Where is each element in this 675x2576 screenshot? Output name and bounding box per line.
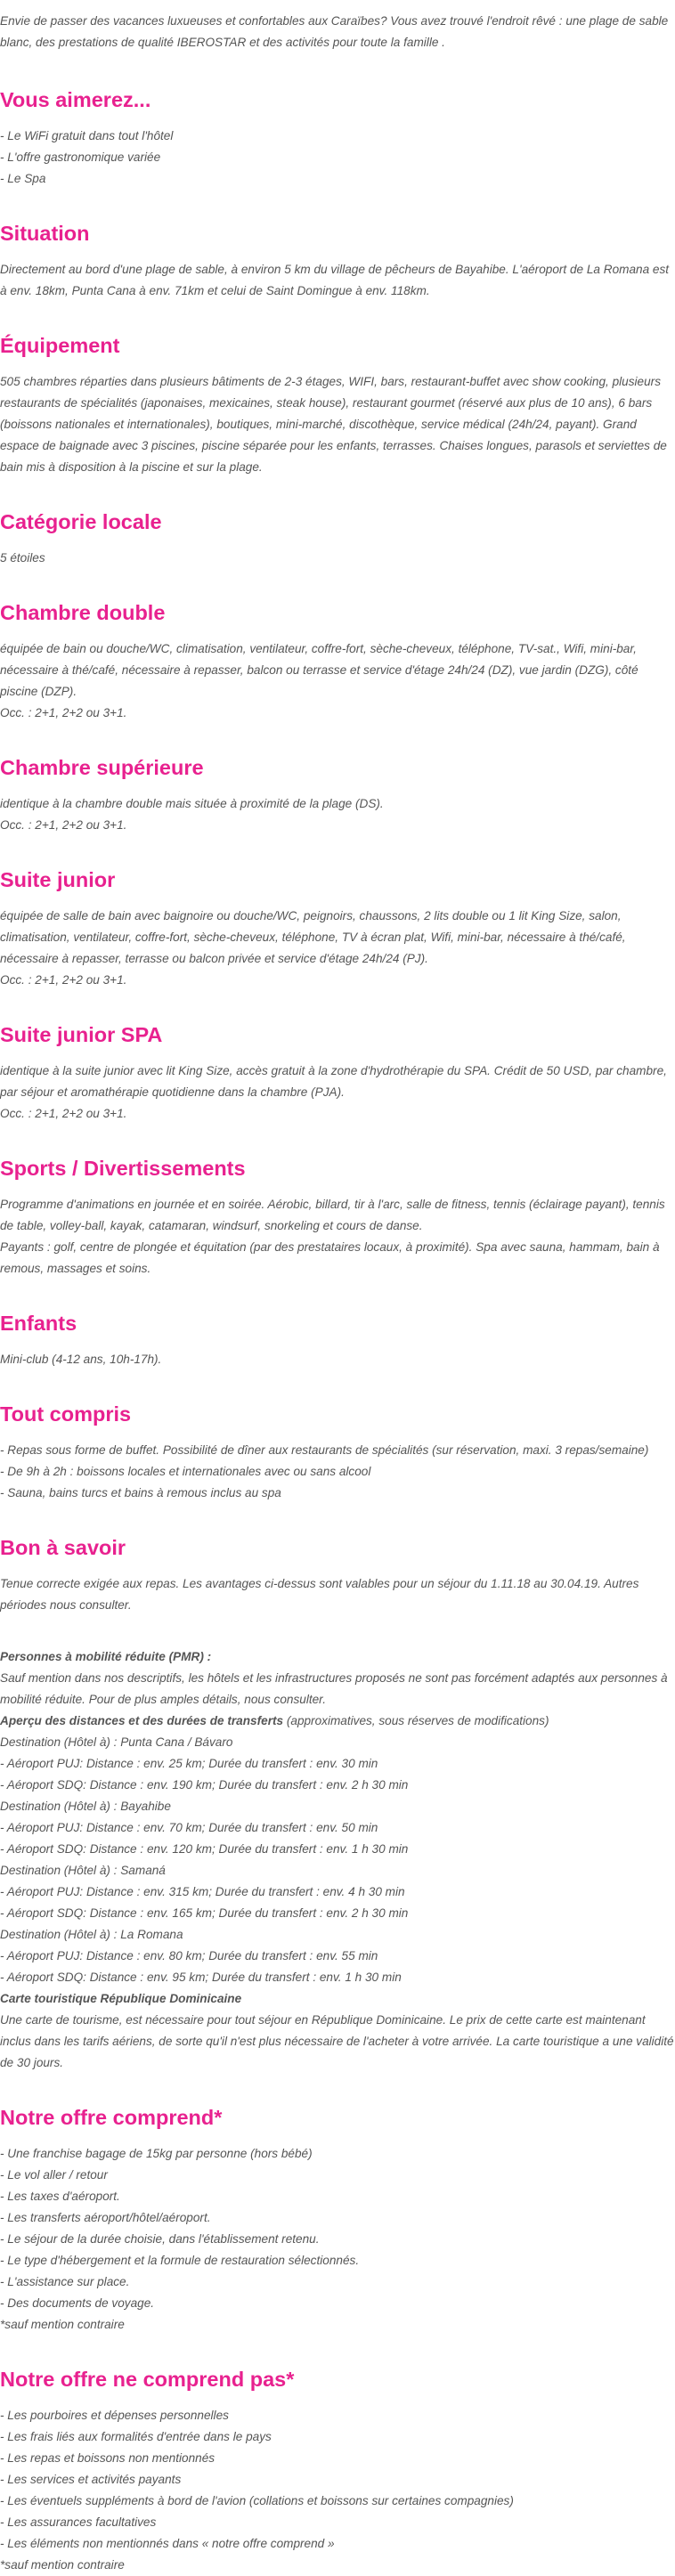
intro-text: Envie de passer des vacances luxueuses et confortables aux Caraïbes? Vous avez trouvé l'endroit rêvé : une plage de sable blanc, des prestations de qualité IBEROSTAR et des activités pour toute la famille . [0, 14, 669, 49]
section-title: Sports / Divertissements [0, 1157, 246, 1180]
section-line: - L'offre gastronomique variée [0, 150, 161, 164]
offer-excludes-item: - Les éléments non mentionnés dans « notre offre comprend » [0, 2537, 335, 2550]
tourist-card-text: Une carte de tourisme, est nécessaire pour tout séjour en République Dominicaine. Le prix de cette carte est maintenant inclus dans les tarifs aériens, de sorte qu'il n'est plus nécessaire de l'acheter à votre arrivée. La carte touristique a une validité de 30 jours. [0, 2013, 674, 2069]
section-line: Payants : golf, centre de plongée et équitation (par des prestataires locaux, à proximité). Spa avec sauna, hammam, bain à remous, massages et soins. [0, 1240, 660, 1275]
section-title: Vous aimerez... [0, 88, 151, 111]
transfer-line: - Aéroport SDQ: Distance : env. 190 km; Durée du transfert : env. 2 h 30 min [0, 1778, 409, 1792]
section-title: Enfants [0, 1312, 77, 1335]
offer-includes-item: - Une franchise bagage de 15kg par personne (hors bébé) [0, 2147, 313, 2160]
offer-excludes-item: - Les éventuels suppléments à bord de l'avion (collations et boissons sur certaines compagnies) [0, 2494, 514, 2507]
offer-excludes-item: - Les services et activités payants [0, 2473, 182, 2486]
sections-container [0, 86, 675, 1616]
tourist-card-heading: Carte touristique République Dominicaine [0, 1992, 242, 2005]
section-vous-aimerez [0, 86, 675, 190]
section-line: 5 étoiles [0, 551, 45, 565]
section-line: - De 9h à 2h : boissons locales et internationales avec ou sans alcool [0, 1465, 371, 1478]
section-line: équipée de salle de bain avec baignoire ou douche/WC, peignoirs, chaussons, 2 lits double ou 1 lit King Size, salon, climatisation, ventilateur, coffre-fort, sèche-cheveux, téléphone, TV à écran plat, Wifi, mini-bar, nécessaire à thé/café, nécessaire à repasser, terrasse ou balcon privée et service d'étage 24h/24 (PJ). [0, 909, 626, 965]
section-line: Occ. : 2+1, 2+2 ou 3+1. [0, 1107, 127, 1120]
transfers-heading-line [0, 1711, 675, 1732]
section-line: Directement au bord d'une plage de sable, à environ 5 km du village de pêcheurs de Bayahibe. L'aéroport de La Romana est à env. 18km, Punta Cana à env. 71km et celui de Saint Domingue à env. 118km. [0, 263, 670, 297]
transfers-heading: Aperçu des distances et des durées de transferts [0, 1714, 284, 1727]
offer-excludes-item: - Les frais liés aux formalités d'entrée dans le pays [0, 2430, 272, 2443]
section-suite-junior-spa [0, 1021, 675, 1125]
pmr-heading: Personnes à mobilité réduite (PMR) : [0, 1650, 212, 1663]
offer-excludes-section [0, 2366, 675, 2576]
section-line: Mini-club (4-12 ans, 10h-17h). [0, 1353, 162, 1366]
section-equipement [0, 332, 675, 478]
section-title: Catégorie locale [0, 510, 162, 533]
pmr-text: Sauf mention dans nos descriptifs, les hôtels et les infrastructures proposés ne sont pas forcément adaptés aux personnes à mobilité réduite. Pour de plus amples détails, nous consulter. [0, 1671, 668, 1706]
offer-excludes-item: - Les repas et boissons non mentionnés [0, 2451, 216, 2465]
offer-excludes-title: Notre offre ne comprend pas* [0, 2368, 295, 2391]
offer-includes-item: - Les transferts aéroport/hôtel/aéroport. [0, 2211, 211, 2224]
section-bon-a-savoir [0, 1534, 675, 1616]
transfer-line: Destination (Hôtel à) : La Romana [0, 1928, 183, 1941]
offer-includes-item: - L'assistance sur place. [0, 2275, 130, 2288]
offer-includes-section [0, 2104, 675, 2336]
section-line: 505 chambres réparties dans plusieurs bâtiments de 2-3 étages, WIFI, bars, restaurant-buffet avec show cooking, plusieurs restaurants de spécialités (japonaises, mexicaines, steak house), restaurant gourmet (réservé aux plus de 10 ans), 6 bars (boissons nationales et internationales), boutiques, mini-marché, discothèque, service médical (24h/24, payant). Grand espace de baignade avec 3 piscines, piscine séparée pour les enfants, terrasses. Chaises longues, parasols et serviettes de bain mis à disposition à la piscine et sur la plage. [0, 375, 667, 474]
section-enfants [0, 1310, 675, 1370]
section-title: Suite junior [0, 868, 116, 891]
section-line: Occ. : 2+1, 2+2 ou 3+1. [0, 973, 127, 987]
section-tout-compris [0, 1401, 675, 1504]
offer-includes-footnote: *sauf mention contraire [0, 2318, 125, 2331]
transfer-line: - Aéroport PUJ: Distance : env. 80 km; Durée du transfert : env. 55 min [0, 1949, 378, 1962]
section-chambre-superieure [0, 754, 675, 836]
transfer-line: Destination (Hôtel à) : Samaná [0, 1864, 166, 1877]
transfer-line: - Aéroport SDQ: Distance : env. 120 km; Durée du transfert : env. 1 h 30 min [0, 1842, 409, 1856]
section-title: Bon à savoir [0, 1536, 126, 1559]
transfer-line: Destination (Hôtel à) : Punta Cana / Bávaro [0, 1735, 233, 1749]
offer-includes-item: - Le séjour de la durée choisie, dans l'établissement retenu. [0, 2232, 320, 2246]
transfer-line: - Aéroport PUJ: Distance : env. 70 km; Durée du transfert : env. 50 min [0, 1821, 378, 1834]
offer-excludes-item: - Les pourboires et dépenses personnelles [0, 2409, 229, 2422]
offer-includes-item: - Le type d'hébergement et la formule de restauration sélectionnés. [0, 2254, 360, 2267]
transfer-line: - Aéroport PUJ: Distance : env. 315 km; Durée du transfert : env. 4 h 30 min [0, 1885, 405, 1898]
offer-includes-item: - Des documents de voyage. [0, 2296, 155, 2310]
section-sports [0, 1155, 675, 1280]
section-title: Chambre double [0, 601, 166, 624]
offer-includes-item: - Le vol aller / retour [0, 2168, 108, 2182]
section-line: - Sauna, bains turcs et bains à remous inclus au spa [0, 1486, 281, 1499]
offer-includes-title: Notre offre comprend* [0, 2106, 223, 2129]
offer-excludes-item: - Les assurances facultatives [0, 2515, 157, 2529]
transfer-line: - Aéroport PUJ: Distance : env. 25 km; Durée du transfert : env. 30 min [0, 1757, 378, 1770]
transfer-line: - Aéroport SDQ: Distance : env. 165 km; Durée du transfert : env. 2 h 30 min [0, 1906, 409, 1920]
section-line: Occ. : 2+1, 2+2 ou 3+1. [0, 818, 127, 832]
section-title: Tout compris [0, 1402, 132, 1426]
section-line: identique à la chambre double mais située à proximité de la plage (DS). [0, 797, 384, 810]
section-line: - Le WiFi gratuit dans tout l'hôtel [0, 129, 174, 142]
section-title: Chambre supérieure [0, 756, 204, 779]
section-title: Situation [0, 222, 90, 245]
section-title: Suite junior SPA [0, 1023, 163, 1046]
section-line: identique à la suite junior avec lit King Size, accès gratuit à la zone d'hydrothérapie du SPA. Crédit de 50 USD, par chambre, par séjour et aromathérapie quotidienne dans la chambre (PJA). [0, 1064, 667, 1099]
section-line: - Le Spa [0, 172, 46, 185]
pmr-section [0, 1646, 675, 2074]
section-situation [0, 220, 675, 302]
transfers-note: (approximatives, sous réserves de modifications) [283, 1714, 549, 1727]
section-chambre-double [0, 599, 675, 724]
section-categorie-locale [0, 508, 675, 569]
section-line: - Repas sous forme de buffet. Possibilité de dîner aux restaurants de spécialités (sur réservation, maxi. 3 repas/semaine) [0, 1443, 649, 1457]
section-line: Programme d'animations en journée et en soirée. Aérobic, billard, tir à l'arc, salle de fitness, tennis (éclairage payant), tennis de table, volley-ball, kayak, catamaran, windsurf, snorkeling et cours de danse. [0, 1198, 665, 1232]
section-suite-junior [0, 866, 675, 991]
offer-includes-item: - Les taxes d'aéroport. [0, 2190, 120, 2203]
section-line: Tenue correcte exigée aux repas. Les avantages ci-dessus sont valables pour un séjour du 1.11.18 au 30.04.19. Autres périodes nous consulter. [0, 1577, 639, 1612]
section-line: Occ. : 2+1, 2+2 ou 3+1. [0, 706, 127, 719]
section-line: équipée de bain ou douche/WC, climatisation, ventilateur, coffre-fort, sèche-cheveux, téléphone, TV-sat., Wifi, mini-bar, nécessaire à thé/café, nécessaire à repasser, balcon ou terrasse et service d'étage 24h/24 (DZ), vue jardin (DZG), côté piscine (DZP). [0, 642, 638, 698]
transfer-line: Destination (Hôtel à) : Bayahibe [0, 1800, 171, 1813]
offer-excludes-footnote: *sauf mention contraire [0, 2558, 125, 2572]
section-title: Équipement [0, 334, 120, 357]
transfer-line: - Aéroport SDQ: Distance : env. 95 km; Durée du transfert : env. 1 h 30 min [0, 1971, 402, 1984]
